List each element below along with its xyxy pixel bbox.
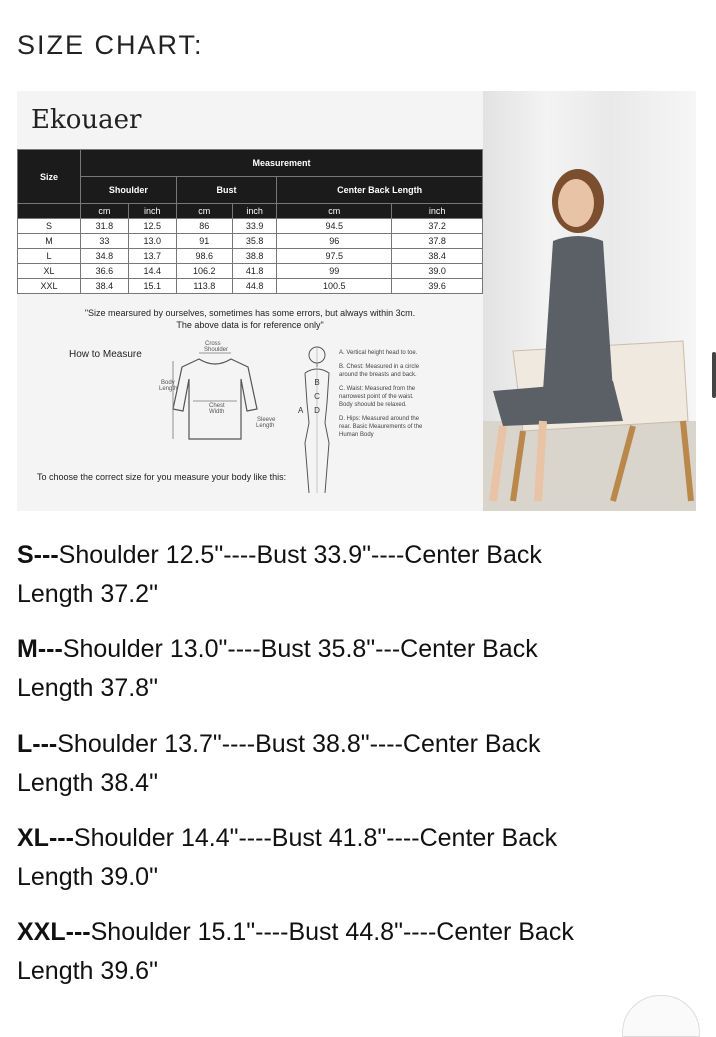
diagram-label: Length — [256, 423, 275, 429]
page-heading: SIZE CHART: — [17, 30, 204, 60]
note-line: "Size mearsured by ourselves, sometimes has some errors, but always within 3cm. — [84, 308, 416, 318]
legend-item: D. Hips: Measured around the rear. Basic Meaurements of the Human Body — [339, 416, 423, 438]
figure-marker: A — [298, 406, 304, 415]
table-cell: 12.5 — [128, 219, 176, 234]
size-detail: Shoulder 12.5"----Bust 33.9"----Center Back — [58, 541, 542, 569]
table-cell: 36.6 — [81, 264, 129, 279]
table-cell: 15.1 — [128, 279, 176, 294]
unit-cell — [18, 204, 81, 219]
table-cell: 86 — [176, 219, 232, 234]
table-cell: 14.4 — [128, 264, 176, 279]
table-cell: 38.4 — [392, 249, 483, 264]
size-description-m — [17, 630, 707, 708]
how-to-measure-label: How to Measure — [69, 349, 142, 360]
table-row — [18, 279, 483, 294]
table-cell: 37.2 — [392, 219, 483, 234]
table-cell: 38.8 — [232, 249, 276, 264]
table-cell: 91 — [176, 234, 232, 249]
table-row — [18, 219, 483, 234]
measure-legend — [339, 349, 429, 445]
table-cell: 33.9 — [232, 219, 276, 234]
figure-marker: C — [314, 392, 320, 401]
diagram-label: Width — [209, 409, 225, 415]
table-row — [18, 264, 483, 279]
bust-header: Bust — [176, 177, 277, 204]
figure-marker: B — [314, 378, 320, 387]
garment-diagram — [137, 339, 297, 459]
table-cell: 39.6 — [392, 279, 483, 294]
size-description-l — [17, 725, 707, 803]
model-photo — [483, 91, 696, 511]
table-note — [17, 307, 483, 331]
figure-marker: D — [314, 406, 320, 415]
floating-button-edge[interactable] — [622, 995, 700, 1037]
table-cell: 37.8 — [392, 234, 483, 249]
table-cell: 13.7 — [128, 249, 176, 264]
table-row — [18, 234, 483, 249]
table-cell: 98.6 — [176, 249, 232, 264]
legend-item: A. Vertical height head to toe. — [339, 350, 418, 356]
body-figure-diagram — [297, 343, 337, 503]
model-illustration — [483, 91, 696, 511]
note-line: The above data is for reference only" — [176, 320, 324, 330]
size-detail: Length 37.8" — [17, 674, 158, 702]
table-cell: XL — [18, 264, 81, 279]
unit-cell: inch — [128, 204, 176, 219]
shoulder-header: Shoulder — [81, 177, 177, 204]
unit-cell: cm — [277, 204, 392, 219]
size-detail: Shoulder 14.4"----Bust 41.8"----Center Back — [73, 824, 558, 852]
brand-logo: Ekouaer — [31, 105, 142, 135]
size-label: S--- — [17, 541, 59, 569]
size-detail: Shoulder 13.7"----Bust 38.8"----Center Back — [57, 730, 541, 758]
table-cell: 38.4 — [81, 279, 129, 294]
table-cell: 99 — [277, 264, 392, 279]
scroll-indicator[interactable] — [712, 352, 716, 398]
table-cell: S — [18, 219, 81, 234]
size-description-xl — [17, 819, 707, 897]
size-label: XXL--- — [17, 918, 91, 946]
size-description-s — [17, 536, 707, 614]
table-cell: 31.8 — [81, 219, 129, 234]
diagram-label: Length — [159, 386, 178, 392]
measurement-header: Measurement — [81, 150, 483, 177]
table-cell: 44.8 — [232, 279, 276, 294]
size-detail: Length 37.2" — [17, 580, 158, 608]
table-cell: 13.0 — [128, 234, 176, 249]
unit-cell: cm — [81, 204, 129, 219]
size-label: M--- — [17, 635, 63, 663]
size-description-xxl — [17, 913, 707, 991]
legend-item: C. Waist: Measured from the narrowest point of the waist. Body shoould be relaxed. — [339, 386, 416, 408]
size-detail: Length 39.6" — [17, 957, 158, 985]
table-cell: 33 — [81, 234, 129, 249]
diagram-label: Cross — [205, 341, 221, 347]
table-cell: 100.5 — [277, 279, 392, 294]
diagram-label: Chest — [209, 403, 225, 409]
table-cell: 35.8 — [232, 234, 276, 249]
table-row — [18, 249, 483, 264]
legend-item: B. Chest: Measured in a circle around the breasts and back. — [339, 364, 420, 378]
diagram-label: Sleeve — [257, 417, 276, 423]
size-detail: Length 39.0" — [17, 863, 158, 891]
unit-cell: cm — [176, 204, 232, 219]
size-table — [17, 149, 483, 294]
unit-cell: inch — [392, 204, 483, 219]
diagram-label: Shoulder — [204, 347, 229, 353]
table-cell: 96 — [277, 234, 392, 249]
table-cell: 113.8 — [176, 279, 232, 294]
size-detail: Shoulder 13.0"----Bust 35.8"---Center Back — [62, 635, 538, 663]
table-cell: 94.5 — [277, 219, 392, 234]
size-chart-image — [17, 91, 696, 511]
diagram-label: Body — [161, 380, 175, 386]
size-label: L--- — [17, 730, 58, 758]
size-detail: Length 38.4" — [17, 769, 158, 797]
table-cell: 97.5 — [277, 249, 392, 264]
choose-size-text: To choose the correct size for you measure your body like this: — [37, 472, 287, 482]
table-cell: 41.8 — [232, 264, 276, 279]
size-detail: Shoulder 15.1"----Bust 44.8"----Center Back — [90, 918, 574, 946]
center-back-header: Center Back Length — [277, 177, 483, 204]
table-cell: 34.8 — [81, 249, 129, 264]
table-cell: M — [18, 234, 81, 249]
table-cell: XXL — [18, 279, 81, 294]
unit-cell: inch — [232, 204, 276, 219]
size-header: Size — [18, 150, 81, 204]
table-cell: 106.2 — [176, 264, 232, 279]
table-cell: L — [18, 249, 81, 264]
size-label: XL--- — [17, 824, 74, 852]
table-cell: 39.0 — [392, 264, 483, 279]
